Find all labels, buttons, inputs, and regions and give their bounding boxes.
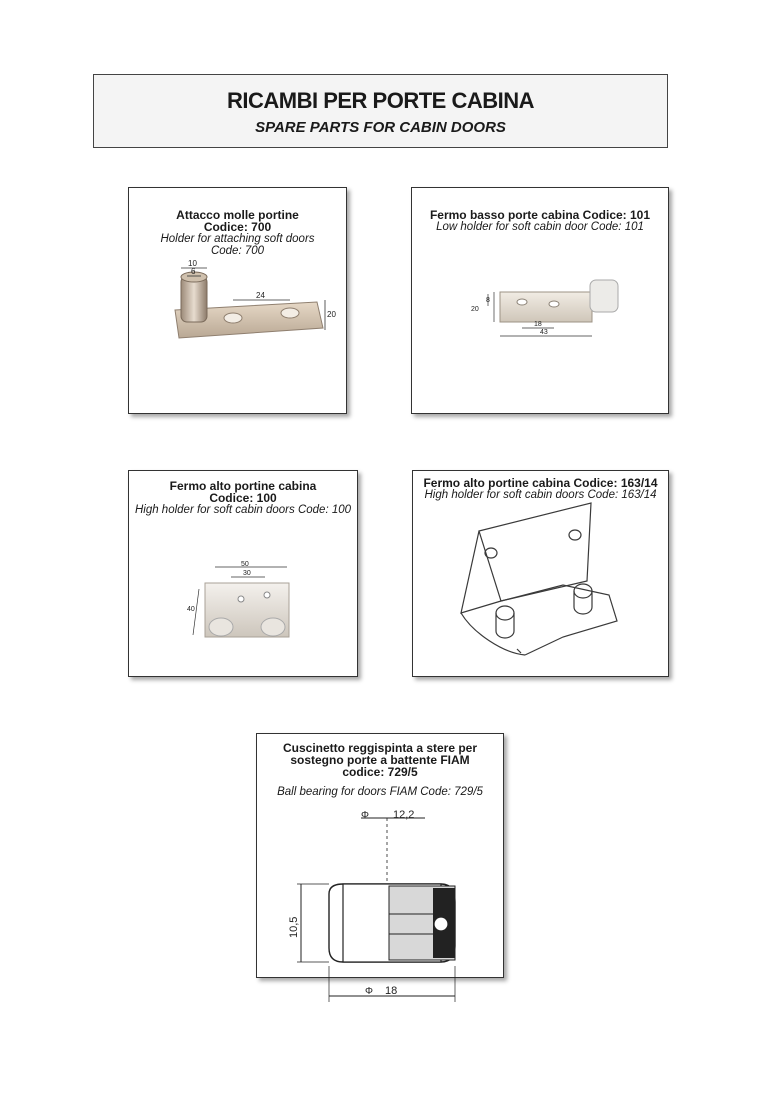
dim-label: 10 bbox=[188, 259, 197, 268]
product-code: Codice: 700 bbox=[203, 220, 272, 234]
product-card-101 bbox=[411, 187, 669, 414]
product-title: Fermo basso porte cabina Codice: 101 bbox=[429, 208, 651, 222]
product-description: High holder for soft cabin doors Code: 163/14 bbox=[424, 489, 657, 501]
dim-label: 30 bbox=[243, 570, 251, 577]
diameter-symbol: Φ bbox=[365, 986, 373, 997]
dim-label: 20 bbox=[327, 310, 336, 319]
product-description-code: Code: 700 bbox=[210, 245, 265, 257]
dim-label: 43 bbox=[540, 329, 548, 336]
product-description: Low holder for soft cabin door Code: 101 bbox=[436, 221, 644, 233]
product-image-700 bbox=[129, 260, 348, 360]
product-image-100 bbox=[129, 561, 359, 651]
product-code: Codice: 100 bbox=[209, 491, 277, 505]
dim-label: 50 bbox=[241, 561, 249, 568]
dim-label: 18 bbox=[534, 321, 542, 328]
page-header bbox=[93, 74, 668, 148]
product-title: Fermo alto portine cabina Codice: 163/14 bbox=[423, 476, 658, 490]
dim-label: 40 bbox=[187, 606, 195, 613]
product-description: Ball bearing for doors FIAM Code: 729/5 bbox=[277, 786, 483, 798]
diameter-symbol: Φ bbox=[361, 810, 369, 821]
dim-label: 12,2 bbox=[393, 809, 415, 821]
dim-label: 8 bbox=[486, 297, 490, 304]
product-description: Holder for attaching soft doors bbox=[160, 233, 315, 245]
product-title: Fermo alto portine cabina bbox=[169, 479, 317, 493]
dim-label: 6 bbox=[191, 267, 196, 276]
product-image-163-14 bbox=[413, 503, 670, 673]
product-image-101 bbox=[412, 276, 670, 356]
dim-label: 24 bbox=[256, 291, 265, 300]
page-subtitle: SPARE PARTS FOR CABIN DOORS bbox=[255, 119, 506, 136]
product-card-729-5 bbox=[256, 733, 504, 997]
product-title: Cuscinetto reggispinta a stere per bbox=[282, 741, 478, 755]
product-image-729-5 bbox=[257, 806, 505, 997]
product-title-line2: sostegno porte a battente FIAM bbox=[290, 753, 470, 767]
product-card-163-14 bbox=[412, 470, 669, 677]
product-description: High holder for soft cabin doors Code: 100 bbox=[134, 504, 352, 516]
product-code: codice: 729/5 bbox=[342, 765, 418, 779]
dim-label: 20 bbox=[471, 306, 479, 313]
product-card-100 bbox=[128, 470, 358, 677]
page-title: RICAMBI PER PORTE CABINA bbox=[226, 88, 534, 113]
dim-label: 10,5 bbox=[288, 916, 300, 938]
dim-label: 18 bbox=[385, 985, 398, 997]
product-title: Attacco molle portine bbox=[176, 208, 299, 222]
product-card-700 bbox=[128, 187, 347, 414]
